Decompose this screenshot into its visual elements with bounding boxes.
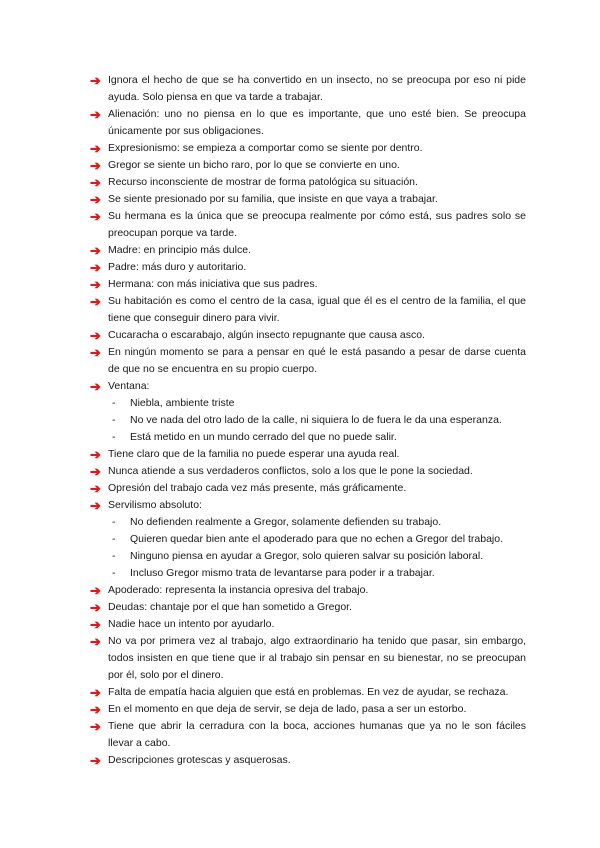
bullet-text: Ventana: [108,380,150,392]
bullet-item [90,191,526,208]
right-arrow-icon: ➔ [90,192,101,207]
sub-bullet-text: Está metido en un mundo cerrado del que no puede salir. [130,431,397,443]
bullet-item [90,718,526,752]
bullet-item [90,259,526,276]
bullet-item [90,293,526,327]
bullet-item [90,327,526,344]
dash-bullet: - [112,414,116,426]
bullet-text: Se siente presionado por su familia, que insiste en que vaya a trabajar. [108,193,438,205]
right-arrow-icon: ➔ [90,175,101,190]
bullet-item [90,497,526,514]
sub-bullet-text: Incluso Gregor mismo trata de levantarse para poder ir a trabajar. [130,567,435,579]
dash-bullet: - [112,431,116,443]
bullet-text: Ignora el hecho de que se ha convertido en un insecto, no se preocupa por eso ni pide ayuda. Solo piensa en que va tarde a trabajar. [108,74,526,103]
right-arrow-icon: ➔ [90,685,101,700]
bullet-text: Deudas: chantaje por el que han sometido a Gregor. [108,601,352,613]
bullet-text: Tiene que abrir la cerradura con la boca, acciones humanas que ya no le son fáciles llevar a cabo. [108,720,526,749]
bullet-text: Su habitación es como el centro de la casa, igual que él es el centro de la familia, el que tiene que conseguir dinero para vivir. [108,295,526,324]
sub-bullet-item [112,429,526,446]
bullet-item [90,208,526,242]
bullet-text: Hermana: con más iniciativa que sus padres. [108,278,318,290]
bullet-item [90,242,526,259]
right-arrow-icon: ➔ [90,209,101,224]
right-arrow-icon: ➔ [90,753,101,768]
sub-bullet-text: Ninguno piensa en ayudar a Gregor, solo quieren salvar su posición laboral. [130,550,484,562]
bullet-list [90,72,526,769]
dash-bullet: - [112,550,116,562]
bullet-item [90,701,526,718]
bullet-text: Gregor se siente un bicho raro, por lo que se convierte en uno. [108,159,400,171]
right-arrow-icon: ➔ [90,583,101,598]
right-arrow-icon: ➔ [90,107,101,122]
right-arrow-icon: ➔ [90,243,101,258]
bullet-item [90,463,526,480]
right-arrow-icon: ➔ [90,702,101,717]
bullet-item [90,446,526,463]
right-arrow-icon: ➔ [90,294,101,309]
right-arrow-icon: ➔ [90,345,101,360]
bullet-text: Tiene claro que de la familia no puede esperar una ayuda real. [108,448,400,460]
bullet-text: Descripciones grotescas y asquerosas. [108,754,291,766]
sub-bullet-item [112,395,526,412]
bullet-item [90,480,526,497]
bullet-text: Nunca atiende a sus verdaderos conflictos, solo a los que le pone la sociedad. [108,465,473,477]
bullet-item [90,140,526,157]
bullet-item [90,174,526,191]
bullet-text: Servilismo absoluto: [108,499,202,511]
bullet-item [90,633,526,684]
right-arrow-icon: ➔ [90,328,101,343]
bullet-text: Alienación: uno no piensa en lo que es importante, que uno esté bien. Se preocupa únicamente por sus obligaciones. [108,108,526,137]
right-arrow-icon: ➔ [90,73,101,88]
bullet-item [90,616,526,633]
bullet-text: No va por primera vez al trabajo, algo extraordinario ha tenido que pasar, sin embargo, todos insisten en que tiene que ir al trabajo sin pensar en su bienestar, no se preocupan por él, solo por el dinero. [108,635,526,681]
bullet-text: Expresionismo: se empieza a comportar como se siente por dentro. [108,142,423,154]
sub-bullet-text: Quieren quedar bien ante el apoderado para que no echen a Gregor del trabajo. [130,533,504,545]
right-arrow-icon: ➔ [90,617,101,632]
right-arrow-icon: ➔ [90,600,101,615]
dash-bullet: - [112,516,116,528]
dash-bullet: - [112,397,116,409]
sub-bullet-text: No ve nada del otro lado de la calle, ni siquiera lo de fuera le da una esperanza. [130,414,502,426]
sub-bullet-text: No defienden realmente a Gregor, solamente defienden su trabajo. [130,516,442,528]
bullet-text: Apoderado: representa la instancia opresiva del trabajo. [108,584,369,596]
bullet-item [90,752,526,769]
bullet-item [90,378,526,395]
bullet-text: En el momento en que deja de servir, se deja de lado, pasa a ser un estorbo. [108,703,467,715]
bullet-item [90,684,526,701]
right-arrow-icon: ➔ [90,719,101,734]
bullet-text: Nadie hace un intento por ayudarlo. [108,618,275,630]
right-arrow-icon: ➔ [90,379,101,394]
bullet-text: Recurso inconsciente de mostrar de forma patológica su situación. [108,176,418,188]
right-arrow-icon: ➔ [90,277,101,292]
bullet-item [90,157,526,174]
right-arrow-icon: ➔ [90,464,101,479]
bullet-item [90,344,526,378]
bullet-item [90,582,526,599]
right-arrow-icon: ➔ [90,141,101,156]
right-arrow-icon: ➔ [90,481,101,496]
bullet-text: Su hermana es la única que se preocupa realmente por cómo está, sus padres solo se preocupan porque va tarde. [108,210,526,239]
sub-bullet-item [112,412,526,429]
bullet-text: Madre: en principio más dulce. [108,244,251,256]
right-arrow-icon: ➔ [90,634,101,649]
bullet-text: Padre: más duro y autoritario. [108,261,247,273]
bullet-item [90,106,526,140]
dash-bullet: - [112,567,116,579]
right-arrow-icon: ➔ [90,447,101,462]
dash-bullet: - [112,533,116,545]
bullet-item [90,72,526,106]
sub-bullet-item [112,565,526,582]
sub-bullet-text: Niebla, ambiente triste [130,397,235,409]
bullet-text: Cucaracha o escarabajo, algún insecto repugnante que causa asco. [108,329,425,341]
bullet-text: Falta de empatía hacia alguien que está en problemas. En vez de ayudar, se rechaza. [108,686,509,698]
right-arrow-icon: ➔ [90,260,101,275]
bullet-text: En ningún momento se para a pensar en qué le está pasando a pesar de darse cuenta de que no se encuentra en su propio cuerpo. [108,346,526,375]
bullet-item [90,599,526,616]
sub-bullet-item [112,531,526,548]
bullet-text: Opresión del trabajo cada vez más presente, más gráficamente. [108,482,407,494]
sub-bullet-item [112,548,526,565]
right-arrow-icon: ➔ [90,158,101,173]
sub-bullet-item [112,514,526,531]
bullet-item [90,276,526,293]
right-arrow-icon: ➔ [90,498,101,513]
